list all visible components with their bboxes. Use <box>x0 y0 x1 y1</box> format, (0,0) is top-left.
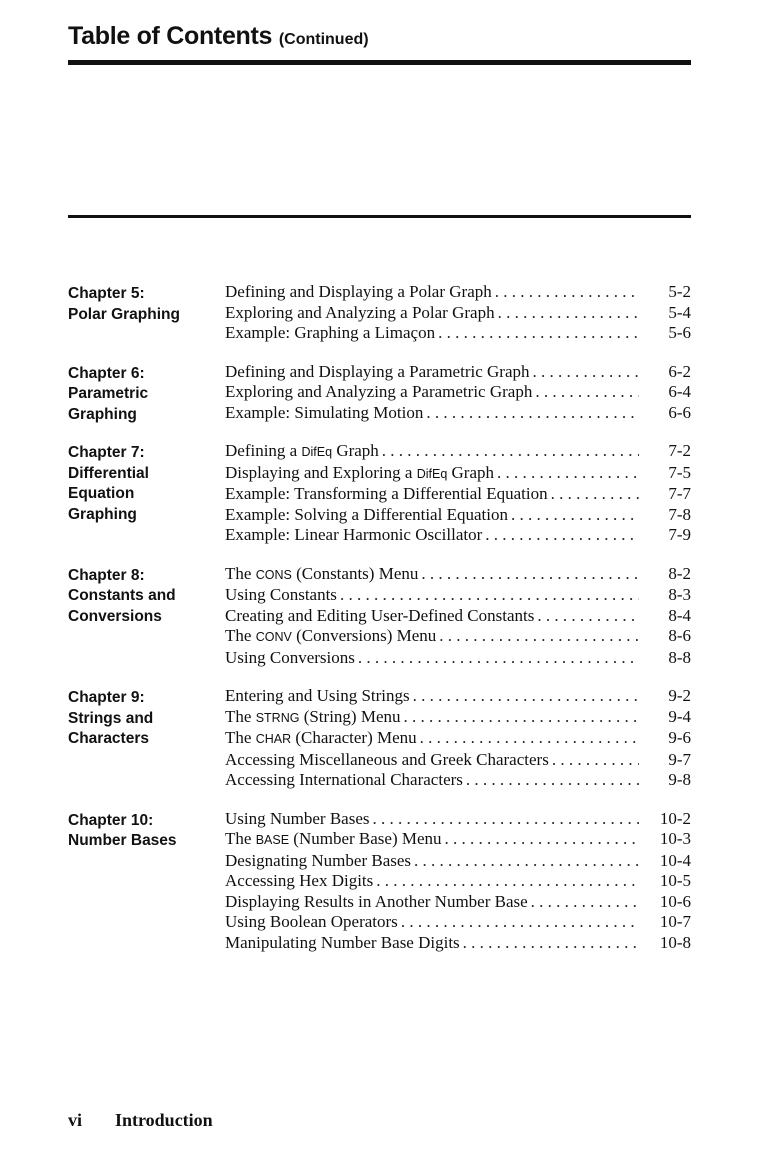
chapter-heading-line: Chapter 6: <box>68 364 145 382</box>
toc-entry[interactable] <box>225 403 691 424</box>
dot-leader <box>398 912 639 933</box>
toc-entry-title <box>225 686 410 707</box>
toc-entry-title <box>225 606 534 627</box>
toc-page-number: 5-2 <box>668 282 691 301</box>
toc-entry-text: Graph <box>332 441 379 460</box>
dot-leader <box>534 606 639 627</box>
toc-entry-title <box>225 282 492 303</box>
toc-entry[interactable] <box>225 484 691 505</box>
toc-section <box>68 686 691 791</box>
page-title <box>68 22 369 51</box>
toc-entry[interactable] <box>225 912 691 933</box>
toc-section <box>68 564 691 669</box>
toc-page-number: 10-2 <box>659 808 691 828</box>
toc-page-number: 7-7 <box>668 484 691 503</box>
toc-entry[interactable] <box>225 851 691 872</box>
toc-page-number: 7-2 <box>668 441 691 460</box>
dot-leader <box>548 484 639 505</box>
toc-entries <box>225 809 691 954</box>
toc-entry-title <box>225 463 494 485</box>
toc-entry[interactable] <box>225 282 691 303</box>
chapter-heading <box>68 688 218 750</box>
toc-entry-title <box>225 933 460 954</box>
toc-entry-text: Defining a <box>225 441 302 460</box>
toc-entries <box>225 686 691 791</box>
dot-leader <box>460 933 639 954</box>
dot-leader <box>492 282 639 303</box>
toc-entry[interactable] <box>225 505 691 526</box>
dot-leader <box>528 892 639 913</box>
toc-entry-text: Graph <box>447 462 495 482</box>
toc-entry-title <box>225 484 548 505</box>
chapter-heading <box>68 566 218 628</box>
toc-entry-title <box>225 809 369 830</box>
toc-entry[interactable] <box>225 933 691 954</box>
dot-leader <box>530 362 640 383</box>
table-of-contents <box>68 282 691 971</box>
toc-entry[interactable] <box>225 707 691 729</box>
toc-entry[interactable] <box>225 362 691 383</box>
toc-entry[interactable] <box>225 892 691 913</box>
toc-entry[interactable] <box>225 750 691 771</box>
dot-leader <box>410 686 639 707</box>
toc-page-number: 5-4 <box>668 302 691 322</box>
toc-entry[interactable] <box>225 525 691 546</box>
dot-leader <box>379 441 639 462</box>
toc-page-number: 8-3 <box>668 585 691 604</box>
toc-entry-text: Using Number Bases <box>225 808 370 828</box>
toc-entry-title <box>225 770 463 791</box>
dot-leader <box>417 728 639 749</box>
chapter-heading-line: Conversions <box>68 607 162 625</box>
chapter-heading <box>68 811 218 852</box>
chapter-heading-line: Polar Graphing <box>68 305 180 323</box>
toc-entry-title <box>225 585 337 606</box>
toc-entry-title <box>225 750 549 771</box>
chapter-heading <box>68 443 218 525</box>
toc-entry-text: Designating Number Bases <box>225 850 412 870</box>
toc-entry-title <box>225 362 530 383</box>
toc-entry-title <box>225 871 373 892</box>
toc-entry[interactable] <box>225 463 691 485</box>
dot-leader <box>463 770 639 791</box>
toc-entry-text: The <box>225 728 256 747</box>
toc-page-number: 8-2 <box>668 563 691 583</box>
menu-keyword: BASE <box>255 833 290 847</box>
dot-leader <box>532 382 639 403</box>
dot-leader <box>549 750 639 771</box>
toc-entry[interactable] <box>225 770 691 791</box>
toc-page-number: 8-4 <box>668 605 691 625</box>
toc-entry-title <box>225 648 355 669</box>
toc-section <box>68 282 691 344</box>
toc-entry-text: Entering and Using Strings <box>225 686 410 705</box>
chapter-heading-line: Graphing <box>68 405 137 423</box>
toc-entry-text: Example: Simulating Motion <box>225 402 424 422</box>
chapter-heading-line: Chapter 8: <box>68 566 145 584</box>
chapter-heading <box>68 284 218 325</box>
toc-entry-title <box>225 525 482 546</box>
toc-entry[interactable] <box>225 606 691 627</box>
menu-keyword: DifEq <box>416 466 448 481</box>
toc-entry-title <box>225 564 418 586</box>
toc-page-number: 6-6 <box>668 402 691 422</box>
toc-entries <box>225 564 691 669</box>
toc-entry-text: Accessing Miscellaneous and Greek Characters <box>225 749 549 769</box>
menu-keyword: CONV <box>255 630 292 644</box>
toc-entry[interactable] <box>225 382 691 403</box>
toc-page-number: 7-5 <box>668 462 691 482</box>
toc-entry-title <box>225 829 442 851</box>
chapter-heading-line: Chapter 5: <box>68 285 145 302</box>
dot-leader <box>435 323 639 344</box>
chapter-heading-line: Number Bases <box>68 832 177 849</box>
toc-entry[interactable] <box>225 829 691 851</box>
toc-entry-text: Defining and Displaying a Polar Graph <box>225 282 492 301</box>
toc-entry-title <box>225 707 400 729</box>
dot-leader <box>411 851 639 872</box>
toc-entry-text: Using Constants <box>225 585 337 604</box>
toc-entry-title <box>225 382 532 403</box>
chapter-heading-line: Parametric <box>68 385 149 402</box>
toc-entry-text: Example: Linear Harmonic Oscillator <box>225 525 483 544</box>
toc-page-number: 7-8 <box>668 504 691 524</box>
chapter-heading-line: Equation <box>68 485 135 502</box>
toc-entry[interactable] <box>225 323 691 344</box>
toc-page-number: 8-8 <box>668 647 691 667</box>
toc-entry-text: The <box>225 829 256 848</box>
toc-entries <box>225 282 691 344</box>
dot-leader <box>508 505 639 526</box>
toc-entry-text: Example: Transforming a Differential Equation <box>225 484 548 503</box>
toc-entries <box>225 362 691 424</box>
header-rule-thick <box>68 60 691 65</box>
menu-keyword: STRNG <box>255 710 300 725</box>
toc-page-number: 8-6 <box>668 626 691 645</box>
toc-page-number: 9-4 <box>668 706 691 726</box>
toc-entry[interactable] <box>225 728 691 750</box>
toc-entry[interactable] <box>225 441 691 463</box>
dot-leader <box>495 303 639 324</box>
menu-keyword: DifEq <box>301 445 333 459</box>
toc-page-number: 7-9 <box>668 525 691 544</box>
toc-page-number: 10-4 <box>659 850 691 870</box>
chapter-heading-line: Constants and <box>68 587 176 604</box>
toc-entry[interactable] <box>225 626 691 648</box>
toc-entry-text: Creating and Editing User-Defined Constants <box>225 605 535 625</box>
chapter-heading-line: Chapter 7: <box>68 444 145 461</box>
toc-entry-title <box>225 892 528 913</box>
toc-entry-text: Manipulating Number Base Digits <box>225 932 460 952</box>
toc-entry-text: Displaying and Exploring a <box>225 462 417 482</box>
toc-entry-text: (Character) Menu <box>291 728 417 747</box>
dot-leader <box>355 648 639 669</box>
toc-entry-title <box>225 728 417 750</box>
toc-entry-title <box>225 323 435 344</box>
toc-entry[interactable] <box>225 809 691 830</box>
toc-entry-text: Defining and Displaying a Parametric Graph <box>225 361 530 381</box>
toc-entry-text: The <box>225 626 256 645</box>
toc-entry-text: Exploring and Analyzing a Polar Graph <box>225 302 495 322</box>
footer-section: Introduction <box>115 1110 213 1130</box>
chapter-heading-line: Characters <box>68 730 149 747</box>
toc-entry-title <box>225 626 436 648</box>
toc-section <box>68 809 691 954</box>
toc-entry-text: Example: Solving a Differential Equation <box>225 504 508 524</box>
toc-entry-text: Exploring and Analyzing a Parametric Graph <box>225 382 533 401</box>
toc-entry-text: (String) Menu <box>299 706 401 726</box>
toc-entry-text: Using Conversions <box>225 647 355 667</box>
dot-leader <box>369 809 639 830</box>
toc-entry-text: Accessing International Characters <box>225 770 463 789</box>
toc-section <box>68 441 691 546</box>
toc-entry[interactable] <box>225 303 691 324</box>
toc-page-number: 9-2 <box>668 686 691 705</box>
chapter-heading-line: Graphing <box>68 505 137 523</box>
footer-page-number: vi <box>68 1110 83 1130</box>
dot-leader <box>400 707 639 728</box>
toc-entry-text: Accessing Hex Digits <box>225 871 374 890</box>
toc-entry-text: Using Boolean Operators <box>225 912 398 931</box>
dot-leader <box>494 463 639 484</box>
toc-page-number: 10-3 <box>659 829 691 848</box>
title-continued: (Continued) <box>278 31 369 48</box>
menu-keyword: CONS <box>255 567 292 582</box>
dot-leader <box>442 829 639 850</box>
toc-page-number: 6-2 <box>668 361 691 381</box>
toc-page-number: 9-6 <box>668 728 691 747</box>
title-text: Table of Contents <box>68 22 273 50</box>
toc-page-number: 10-5 <box>659 871 691 890</box>
toc-section <box>68 362 691 424</box>
chapter-heading-line: Differential <box>68 464 149 482</box>
toc-entry-title <box>225 403 423 424</box>
dot-leader <box>418 564 639 585</box>
dot-leader <box>482 525 639 546</box>
toc-entry-text: The <box>225 563 256 583</box>
dot-leader <box>373 871 639 892</box>
toc-entry-text: Example: Graphing a Limaçon <box>225 323 436 342</box>
toc-entry-text: (Number Base) Menu <box>289 829 442 848</box>
toc-entry-text: (Constants) Menu <box>291 563 419 583</box>
toc-page-number: 10-7 <box>659 912 691 931</box>
toc-entries <box>225 441 691 546</box>
toc-entry[interactable] <box>225 871 691 892</box>
toc-page-number: 9-8 <box>668 770 691 789</box>
menu-keyword: CHAR <box>255 732 292 746</box>
toc-entry-text: The <box>225 706 256 726</box>
toc-entry-text: Displaying Results in Another Number Base <box>225 891 528 911</box>
toc-entry-title <box>225 851 411 872</box>
dot-leader <box>436 626 639 647</box>
toc-entry-title <box>225 441 379 463</box>
dot-leader <box>337 585 639 606</box>
chapter-heading-line: Chapter 10: <box>68 811 154 829</box>
toc-entry[interactable] <box>225 564 691 586</box>
chapter-heading-line: Chapter 9: <box>68 689 145 706</box>
toc-entry-text: (Conversions) Menu <box>291 626 437 645</box>
header-rule-thin <box>68 215 691 218</box>
toc-entry-title <box>225 505 508 526</box>
dot-leader <box>423 403 639 424</box>
toc-entry-title <box>225 303 495 324</box>
toc-page-number: 6-4 <box>668 382 691 401</box>
toc-entry[interactable] <box>225 686 691 707</box>
toc-page-number: 5-6 <box>668 323 691 342</box>
toc-entry[interactable] <box>225 648 691 669</box>
toc-page-number: 9-7 <box>668 749 691 769</box>
toc-entry-title <box>225 912 398 933</box>
page-footer <box>68 1110 213 1131</box>
toc-page-number: 10-6 <box>659 891 691 911</box>
chapter-heading <box>68 364 218 426</box>
toc-page-number: 10-8 <box>659 932 691 952</box>
chapter-heading-line: Strings and <box>68 709 154 727</box>
toc-entry[interactable] <box>225 585 691 606</box>
